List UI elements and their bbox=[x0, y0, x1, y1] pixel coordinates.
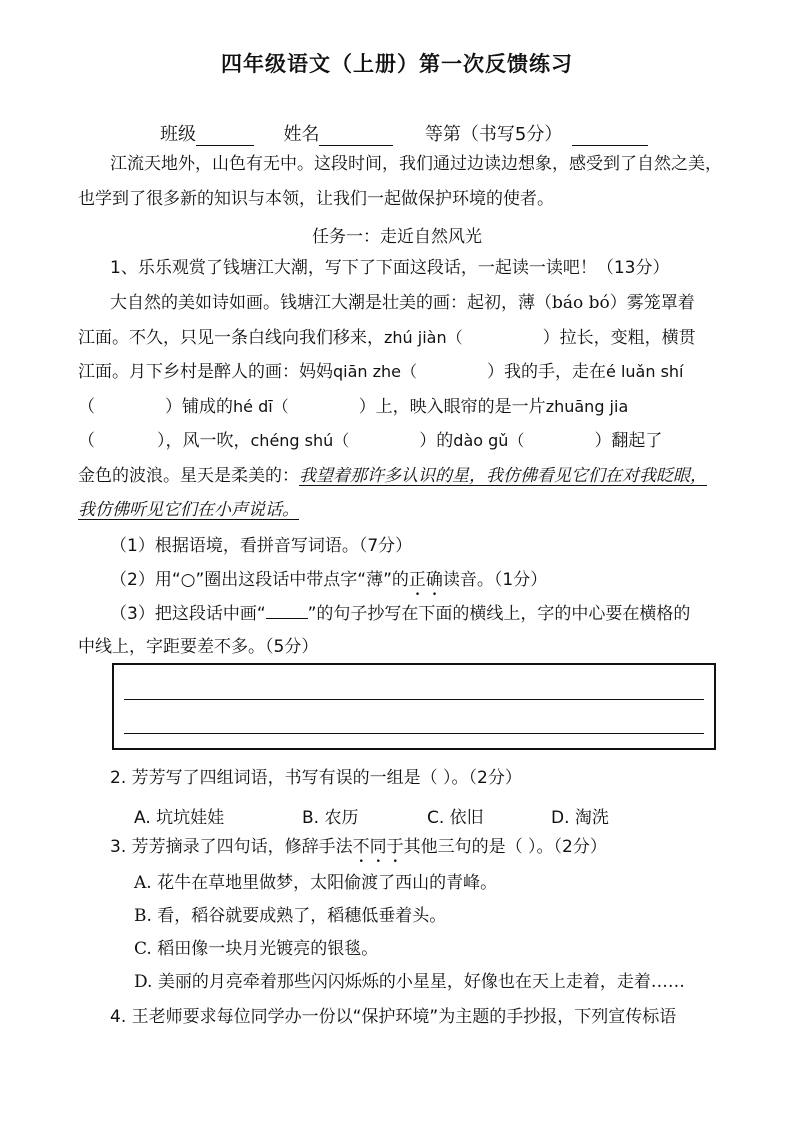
passage-text: ）我的手，走在 bbox=[487, 362, 607, 382]
class-blank[interactable] bbox=[196, 127, 254, 146]
q4-stem: 4. 王老师要求每位同学办一份以“保护环境”为主题的手抄报，下列宣传标语 bbox=[110, 1007, 677, 1027]
sub3-text: ”的句子抄写在下面的横线上，字的中心要在横格的 bbox=[307, 604, 691, 624]
pinyin-zhujian: zhú jiàn（ bbox=[384, 328, 463, 347]
q1-passage-line-7: 我仿佛听见它们在小声说话。 bbox=[78, 500, 299, 520]
paren-open: （ bbox=[78, 431, 95, 451]
intro-line-1: 江流天地外，山色有无中。这段时间，我们通过边读边想象，感受到了自然之美， bbox=[110, 154, 722, 174]
name-label: 姓名 bbox=[283, 124, 320, 145]
grade-blank[interactable] bbox=[572, 127, 648, 146]
pinyin-zhuangjia: zhuāng jia bbox=[545, 397, 629, 416]
task1-heading: 任务一：走近自然风光 bbox=[312, 227, 482, 247]
q2-option-a[interactable]: A. 坑坑娃娃 bbox=[134, 808, 225, 828]
q1-sub-3 bbox=[110, 604, 690, 624]
pinyin-qianzhe: qiān zhe（ bbox=[333, 362, 418, 381]
name-blank[interactable] bbox=[319, 127, 393, 146]
grade-label: 等第（书写5分） bbox=[424, 124, 563, 145]
paren-open: （ bbox=[78, 397, 95, 417]
copy-writing-box[interactable] bbox=[112, 663, 716, 750]
passage-text: ），风一吹， bbox=[157, 431, 251, 451]
pinyin-daogu: dào gǔ（ bbox=[453, 431, 525, 450]
q3-option-a[interactable]: A. 花牛在草地里做梦，太阳偷渡了西山的青峰。 bbox=[134, 873, 498, 893]
underlined-sentence: 我望着那许多认识的星，我仿佛看见它们在对我眨眼， bbox=[299, 466, 707, 486]
sub3-text: （3）把这段话中画“ bbox=[110, 604, 266, 624]
dotted-text: 不同于 bbox=[352, 837, 404, 857]
student-info-row bbox=[160, 120, 648, 146]
passage-text: 江面。不久，只见一条白线向我们移来， bbox=[78, 328, 384, 348]
q3-text: 3. 芳芳摘录了四句话，修辞手法 bbox=[110, 837, 353, 857]
class-label: 班级 bbox=[160, 124, 196, 145]
q1-sub-3-cont: 中线上，字距要差不多。（5分） bbox=[78, 637, 319, 657]
passage-text: 江面。月下乡村是醉人的画：妈妈 bbox=[78, 362, 333, 382]
q3-text: 其他三句的是（ ）。（2分） bbox=[403, 837, 607, 857]
page-title: 四年级语文（上册）第一次反馈练习 bbox=[221, 52, 573, 76]
q1-passage-line-6 bbox=[78, 466, 707, 486]
q2-option-d[interactable]: D. 淘洗 bbox=[551, 808, 609, 828]
passage-text: ）的 bbox=[419, 431, 454, 451]
passage-text: 金色的波浪。星天是柔美的： bbox=[78, 466, 299, 486]
intro-line-2: 也学到了很多新的知识与本领，让我们一起做保护环境的使者。 bbox=[78, 189, 554, 209]
q1-passage-line-5 bbox=[78, 431, 662, 451]
q1-passage-line-1: 大自然的美如诗如画。钱塘江大潮是壮美的画：起初，薄（báo bó）雾笼罩着 bbox=[110, 293, 695, 313]
passage-text: ）拉长，变粗，横贯 bbox=[542, 328, 696, 348]
q1-passage-line-2 bbox=[78, 328, 696, 348]
q1-sub-2 bbox=[110, 570, 547, 600]
q3-option-b[interactable]: B. 看，稻谷就要成熟了，稻穗低垂着头。 bbox=[134, 906, 447, 926]
q3-stem bbox=[110, 837, 607, 867]
writing-line-2 bbox=[124, 733, 704, 734]
pinyin-chengshu: chéng shú（ bbox=[250, 431, 350, 450]
pinyin-eluanshi: é luǎn shí bbox=[606, 362, 684, 381]
q3-option-c[interactable]: C. 稻田像一块月光镀亮的银毯。 bbox=[134, 939, 379, 959]
q1-sub-1: （1）根据语境，看拼音写词语。（7分） bbox=[110, 536, 413, 556]
sub2-text: 读音。（1分） bbox=[442, 570, 548, 590]
sub2-text: （2）用“○”圈出这段话中带点字“薄”的 bbox=[110, 570, 409, 590]
q2-option-b[interactable]: B. 农历 bbox=[302, 808, 359, 828]
q1-passage-line-4 bbox=[78, 397, 628, 417]
passage-text: ）上，映入眼帘的是一片 bbox=[358, 397, 546, 417]
passage-text: ）铺成的 bbox=[165, 397, 233, 417]
q1-stem: 1、乐乐观赏了钱塘江大潮，写下了下面这段话，一起读一读吧！（13分） bbox=[110, 258, 670, 278]
q1-passage-line-3 bbox=[78, 362, 684, 382]
passage-text: ）翻起了 bbox=[594, 431, 663, 451]
q3-option-d[interactable]: D. 美丽的月亮牵着那些闪闪烁烁的小星星，好像也在天上走着，走着…… bbox=[134, 972, 685, 992]
pinyin-hedi: hé dī（ bbox=[233, 397, 289, 416]
underline-mark bbox=[266, 604, 308, 619]
q2-option-c[interactable]: C. 依旧 bbox=[427, 808, 484, 828]
q2-stem: 2. 芳芳写了四组词语，书写有误的一组是（ ）。（2分） bbox=[110, 768, 522, 788]
writing-line-1 bbox=[124, 699, 704, 700]
dotted-text: 正确 bbox=[408, 570, 443, 590]
